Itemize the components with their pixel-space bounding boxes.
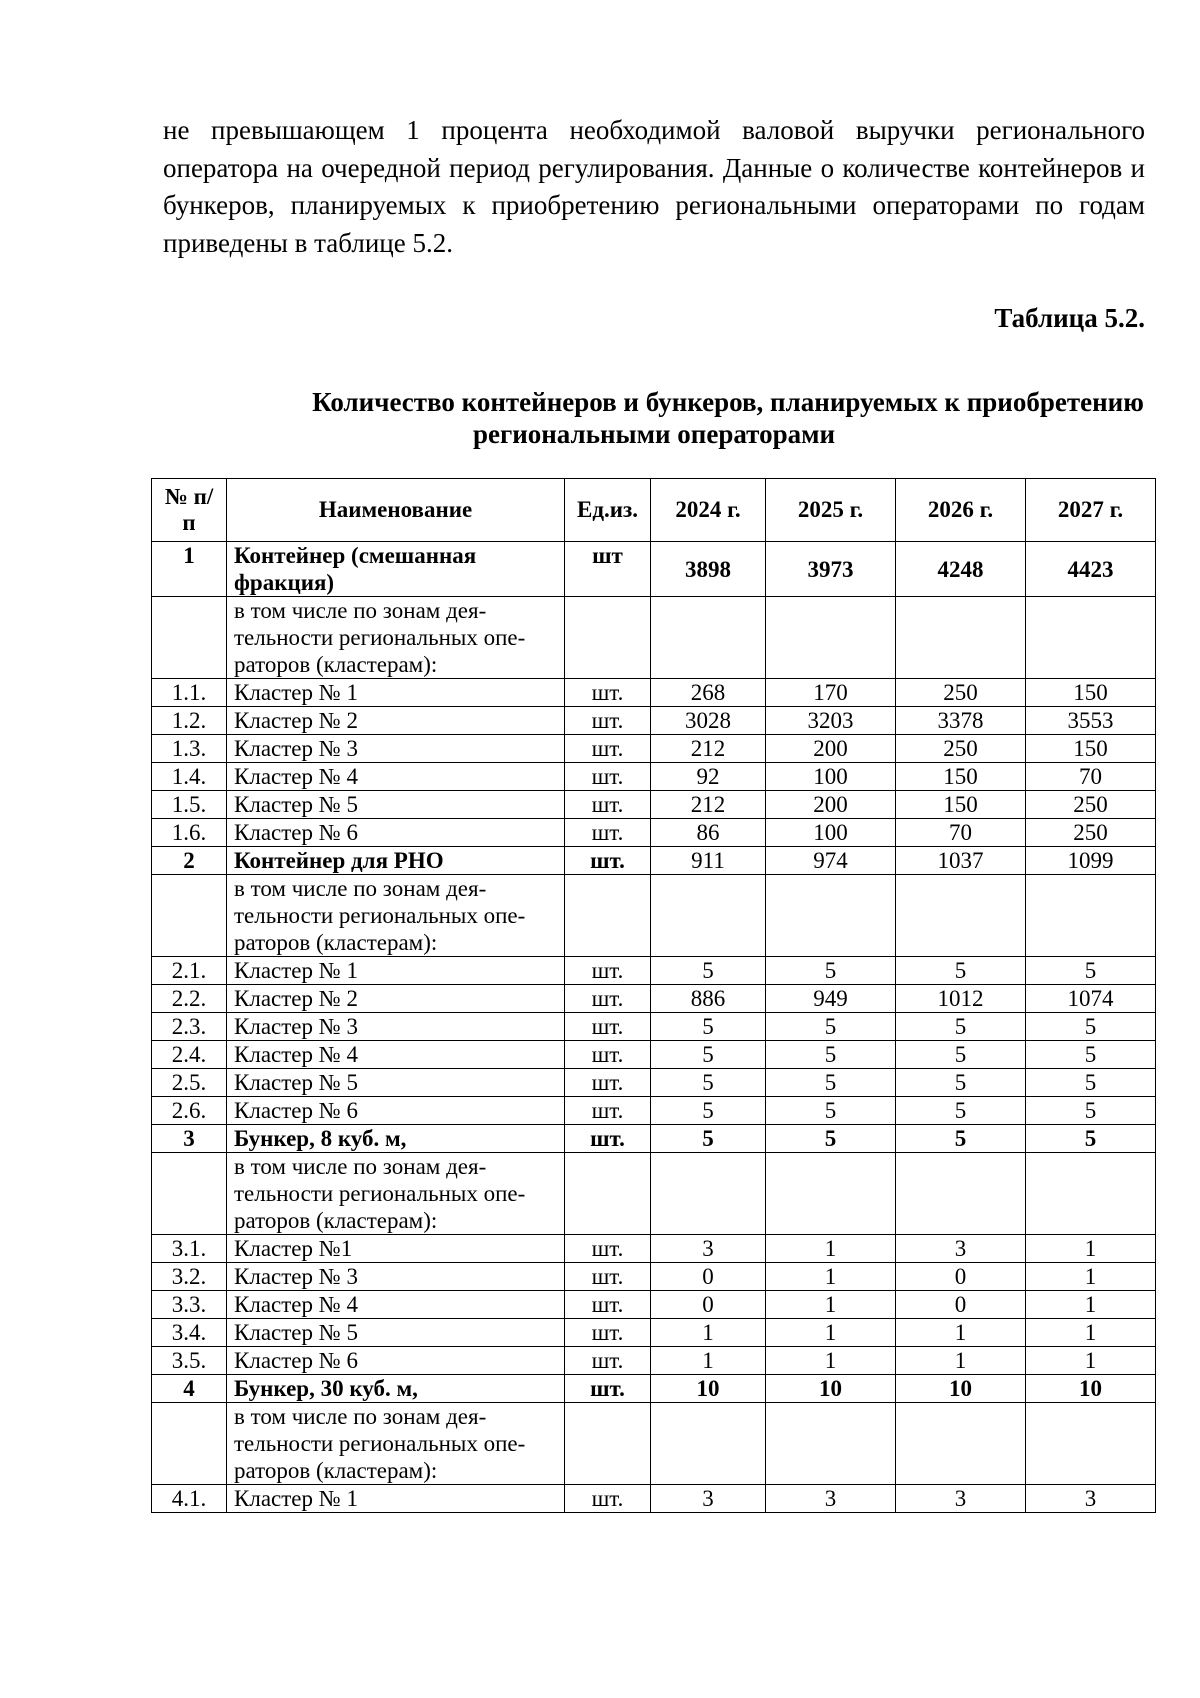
row-value-2027: 4423 — [1026, 542, 1156, 597]
row-value-2025: 200 — [766, 791, 896, 819]
row-unit: шт. — [565, 1291, 651, 1319]
row-value-2027: 1 — [1026, 1347, 1156, 1375]
row-value-2025: 1 — [766, 1263, 896, 1291]
header-2025: 2025 г. — [766, 479, 896, 542]
table-row — [152, 1041, 1156, 1069]
table-header-row — [152, 479, 1156, 542]
row-value-2024: 886 — [651, 985, 766, 1013]
note-empty — [152, 1403, 227, 1485]
row-num: 2.1. — [152, 957, 227, 985]
row-value-2027: 150 — [1026, 735, 1156, 763]
row-value-2026: 0 — [896, 1291, 1026, 1319]
row-name: Кластер № 1 — [227, 957, 565, 985]
row-value-2026: 5 — [896, 1125, 1026, 1153]
row-unit: шт. — [565, 1097, 651, 1125]
row-value-2024: 212 — [651, 791, 766, 819]
note-empty — [896, 1403, 1026, 1485]
table-row-note — [152, 875, 1156, 957]
row-num: 1.5. — [152, 791, 227, 819]
table-row — [152, 735, 1156, 763]
table-title — [163, 386, 1145, 450]
row-value-2026: 1012 — [896, 985, 1026, 1013]
row-value-2025: 1 — [766, 1319, 896, 1347]
row-name: Кластер № 1 — [227, 1485, 565, 1513]
row-unit: шт. — [565, 679, 651, 707]
note-text: в том числе по зонам дея-тельности региональных опе-раторов (кластерам): — [227, 1403, 565, 1485]
row-value-2025: 200 — [766, 735, 896, 763]
row-value-2024: 3898 — [651, 542, 766, 597]
row-name: Кластер № 5 — [227, 1069, 565, 1097]
table-title-line-1: Количество контейнеров и бункеров, планируемых к приобретению — [312, 387, 1144, 417]
table-row-group-1 — [152, 542, 1156, 597]
row-value-2026: 1037 — [896, 847, 1026, 875]
row-value-2026: 0 — [896, 1263, 1026, 1291]
intro-paragraph: не превышающем 1 процента необходимой валовой выручки регионального оператора на очередной период регулирования. Данные о количестве контейнеров и бункеров, планируемых к приобретению региональными операторами по годам приведены в таблице 5.2. — [163, 115, 1145, 258]
row-value-2024: 3028 — [651, 707, 766, 735]
row-value-2026: 5 — [896, 1097, 1026, 1125]
row-unit: шт. — [565, 707, 651, 735]
note-empty — [766, 875, 896, 957]
row-num: 3.3. — [152, 1291, 227, 1319]
row-value-2025: 5 — [766, 1097, 896, 1125]
note-text: в том числе по зонам дея-тельности региональных опе-раторов (кластерам): — [227, 875, 565, 957]
row-value-2026: 10 — [896, 1375, 1026, 1403]
table-row-group-2 — [152, 847, 1156, 875]
row-value-2024: 5 — [651, 1069, 766, 1097]
row-name: Кластер № 3 — [227, 1013, 565, 1041]
row-unit: шт. — [565, 1069, 651, 1097]
row-value-2027: 5 — [1026, 957, 1156, 985]
table-row — [152, 1263, 1156, 1291]
row-num: 2 — [152, 847, 227, 875]
row-value-2026: 5 — [896, 957, 1026, 985]
row-value-2024: 212 — [651, 735, 766, 763]
row-value-2027: 5 — [1026, 1125, 1156, 1153]
row-name: Контейнер для РНО — [227, 847, 565, 875]
row-num: 1.1. — [152, 679, 227, 707]
table-row — [152, 957, 1156, 985]
row-name: Кластер № 2 — [227, 707, 565, 735]
row-name: Кластер № 3 — [227, 1263, 565, 1291]
row-value-2024: 3 — [651, 1235, 766, 1263]
row-num: 2.4. — [152, 1041, 227, 1069]
note-empty — [565, 597, 651, 679]
row-value-2027: 70 — [1026, 763, 1156, 791]
row-value-2027: 250 — [1026, 791, 1156, 819]
row-num: 4.1. — [152, 1485, 227, 1513]
row-name: Кластер № 4 — [227, 1291, 565, 1319]
row-value-2025: 1 — [766, 1347, 896, 1375]
table-row — [152, 819, 1156, 847]
note-empty — [1026, 875, 1156, 957]
table-row — [152, 1013, 1156, 1041]
row-value-2027: 5 — [1026, 1069, 1156, 1097]
row-name: Кластер №1 — [227, 1235, 565, 1263]
row-unit: шт. — [565, 1375, 651, 1403]
row-name: Кластер № 6 — [227, 1097, 565, 1125]
row-value-2026: 1 — [896, 1319, 1026, 1347]
row-value-2024: 3 — [651, 1485, 766, 1513]
row-value-2025: 10 — [766, 1375, 896, 1403]
table-row-group-4 — [152, 1375, 1156, 1403]
row-num: 3.1. — [152, 1235, 227, 1263]
row-name: Кластер № 4 — [227, 763, 565, 791]
row-name: Кластер № 4 — [227, 1041, 565, 1069]
row-value-2025: 3203 — [766, 707, 896, 735]
header-2026: 2026 г. — [896, 479, 1026, 542]
note-text: в том числе по зонам дея-тельности региональных опе-раторов (кластерам): — [227, 597, 565, 679]
row-unit: шт. — [565, 985, 651, 1013]
row-value-2027: 1099 — [1026, 847, 1156, 875]
row-value-2024: 268 — [651, 679, 766, 707]
note-empty — [896, 1153, 1026, 1235]
row-value-2025: 170 — [766, 679, 896, 707]
row-unit: шт. — [565, 791, 651, 819]
header-name: Наименование — [227, 479, 565, 542]
row-value-2024: 911 — [651, 847, 766, 875]
row-value-2026: 70 — [896, 819, 1026, 847]
row-value-2025: 5 — [766, 957, 896, 985]
row-value-2026: 150 — [896, 791, 1026, 819]
row-value-2025: 1 — [766, 1235, 896, 1263]
row-value-2024: 0 — [651, 1263, 766, 1291]
note-empty — [152, 597, 227, 679]
row-num: 4 — [152, 1375, 227, 1403]
note-empty — [1026, 1153, 1156, 1235]
row-name: Контейнер (смешанная фракция) — [227, 542, 565, 597]
row-value-2026: 3 — [896, 1235, 1026, 1263]
row-value-2025: 5 — [766, 1041, 896, 1069]
row-name: Бункер, 8 куб. м, — [227, 1125, 565, 1153]
row-value-2026: 5 — [896, 1069, 1026, 1097]
row-value-2024: 1 — [651, 1319, 766, 1347]
table-number: Таблица 5.2. — [994, 303, 1145, 333]
row-value-2027: 1 — [1026, 1235, 1156, 1263]
row-value-2024: 5 — [651, 1125, 766, 1153]
row-value-2026: 3 — [896, 1485, 1026, 1513]
row-unit: шт. — [565, 1235, 651, 1263]
row-value-2024: 5 — [651, 957, 766, 985]
row-value-2027: 1074 — [1026, 985, 1156, 1013]
table-row — [152, 1235, 1156, 1263]
row-value-2027: 5 — [1026, 1041, 1156, 1069]
table-row-note — [152, 1403, 1156, 1485]
row-value-2025: 3 — [766, 1485, 896, 1513]
row-value-2026: 5 — [896, 1013, 1026, 1041]
row-num: 1.2. — [152, 707, 227, 735]
row-unit: шт. — [565, 1041, 651, 1069]
row-value-2027: 3553 — [1026, 707, 1156, 735]
row-value-2027: 150 — [1026, 679, 1156, 707]
row-num: 1.6. — [152, 819, 227, 847]
note-empty — [651, 1153, 766, 1235]
row-name: Кластер № 1 — [227, 679, 565, 707]
row-unit: шт. — [565, 847, 651, 875]
containers-table — [151, 478, 1156, 1513]
note-empty — [651, 597, 766, 679]
row-unit: шт. — [565, 1485, 651, 1513]
table-title-line-2: региональными операторами — [472, 419, 836, 449]
row-unit: шт — [565, 542, 651, 597]
row-value-2027: 250 — [1026, 819, 1156, 847]
row-value-2026: 150 — [896, 763, 1026, 791]
row-name: Кластер № 6 — [227, 819, 565, 847]
row-value-2024: 1 — [651, 1347, 766, 1375]
table-row — [152, 763, 1156, 791]
row-unit: шт. — [565, 735, 651, 763]
row-value-2025: 949 — [766, 985, 896, 1013]
row-value-2026: 250 — [896, 679, 1026, 707]
row-value-2026: 250 — [896, 735, 1026, 763]
row-num: 2.3. — [152, 1013, 227, 1041]
note-empty — [565, 875, 651, 957]
row-value-2024: 5 — [651, 1097, 766, 1125]
row-name: Кластер № 5 — [227, 1319, 565, 1347]
header-2024: 2024 г. — [651, 479, 766, 542]
table-row — [152, 1319, 1156, 1347]
row-value-2024: 0 — [651, 1291, 766, 1319]
row-value-2024: 92 — [651, 763, 766, 791]
row-num: 1.3. — [152, 735, 227, 763]
table-row — [152, 1097, 1156, 1125]
row-num: 3 — [152, 1125, 227, 1153]
table-row — [152, 707, 1156, 735]
note-empty — [766, 1153, 896, 1235]
note-empty — [651, 875, 766, 957]
row-unit: шт. — [565, 957, 651, 985]
header-unit: Ед.из. — [565, 479, 651, 542]
header-num: № п/п — [152, 479, 227, 542]
row-value-2025: 5 — [766, 1013, 896, 1041]
note-empty — [896, 875, 1026, 957]
row-unit: шт. — [565, 1319, 651, 1347]
row-unit: шт. — [565, 1347, 651, 1375]
table-row — [152, 791, 1156, 819]
note-empty — [565, 1153, 651, 1235]
table-row — [152, 1485, 1156, 1513]
row-num: 1 — [152, 542, 227, 597]
table-row-note — [152, 597, 1156, 679]
row-name: Кластер № 3 — [227, 735, 565, 763]
row-unit: шт. — [565, 1263, 651, 1291]
table-row — [152, 679, 1156, 707]
note-empty — [565, 1403, 651, 1485]
row-value-2024: 86 — [651, 819, 766, 847]
row-value-2027: 3 — [1026, 1485, 1156, 1513]
header-2027: 2027 г. — [1026, 479, 1156, 542]
row-num: 1.4. — [152, 763, 227, 791]
note-empty — [651, 1403, 766, 1485]
row-value-2025: 5 — [766, 1069, 896, 1097]
note-empty — [1026, 1403, 1156, 1485]
row-unit: шт. — [565, 1125, 651, 1153]
table-row-note — [152, 1153, 1156, 1235]
row-value-2025: 5 — [766, 1125, 896, 1153]
note-empty — [1026, 597, 1156, 679]
row-unit: шт. — [565, 819, 651, 847]
row-num: 2.5. — [152, 1069, 227, 1097]
row-value-2026: 5 — [896, 1041, 1026, 1069]
row-value-2027: 10 — [1026, 1375, 1156, 1403]
table-row — [152, 1347, 1156, 1375]
row-unit: шт. — [565, 1013, 651, 1041]
note-empty — [896, 597, 1026, 679]
row-value-2026: 1 — [896, 1347, 1026, 1375]
row-value-2027: 1 — [1026, 1319, 1156, 1347]
row-value-2024: 5 — [651, 1013, 766, 1041]
row-num: 3.4. — [152, 1319, 227, 1347]
note-empty — [766, 597, 896, 679]
table-row — [152, 985, 1156, 1013]
row-num: 3.2. — [152, 1263, 227, 1291]
row-name: Кластер № 5 — [227, 791, 565, 819]
row-name: Кластер № 2 — [227, 985, 565, 1013]
row-value-2024: 5 — [651, 1041, 766, 1069]
row-value-2027: 1 — [1026, 1263, 1156, 1291]
note-empty — [766, 1403, 896, 1485]
row-value-2025: 1 — [766, 1291, 896, 1319]
row-num: 2.2. — [152, 985, 227, 1013]
table-row — [152, 1291, 1156, 1319]
row-value-2026: 4248 — [896, 542, 1026, 597]
row-name: Бункер, 30 куб. м, — [227, 1375, 565, 1403]
note-empty — [152, 1153, 227, 1235]
note-text: в том числе по зонам дея-тельности региональных опе-раторов (кластерам): — [227, 1153, 565, 1235]
row-value-2025: 974 — [766, 847, 896, 875]
row-value-2025: 100 — [766, 819, 896, 847]
row-unit: шт. — [565, 763, 651, 791]
row-value-2026: 3378 — [896, 707, 1026, 735]
row-num: 3.5. — [152, 1347, 227, 1375]
row-value-2025: 3973 — [766, 542, 896, 597]
row-name: Кластер № 6 — [227, 1347, 565, 1375]
note-empty — [152, 875, 227, 957]
row-value-2027: 5 — [1026, 1097, 1156, 1125]
row-value-2024: 10 — [651, 1375, 766, 1403]
row-value-2027: 5 — [1026, 1013, 1156, 1041]
row-num: 2.6. — [152, 1097, 227, 1125]
table-row-group-3 — [152, 1125, 1156, 1153]
row-value-2027: 1 — [1026, 1291, 1156, 1319]
row-value-2025: 100 — [766, 763, 896, 791]
table-row — [152, 1069, 1156, 1097]
